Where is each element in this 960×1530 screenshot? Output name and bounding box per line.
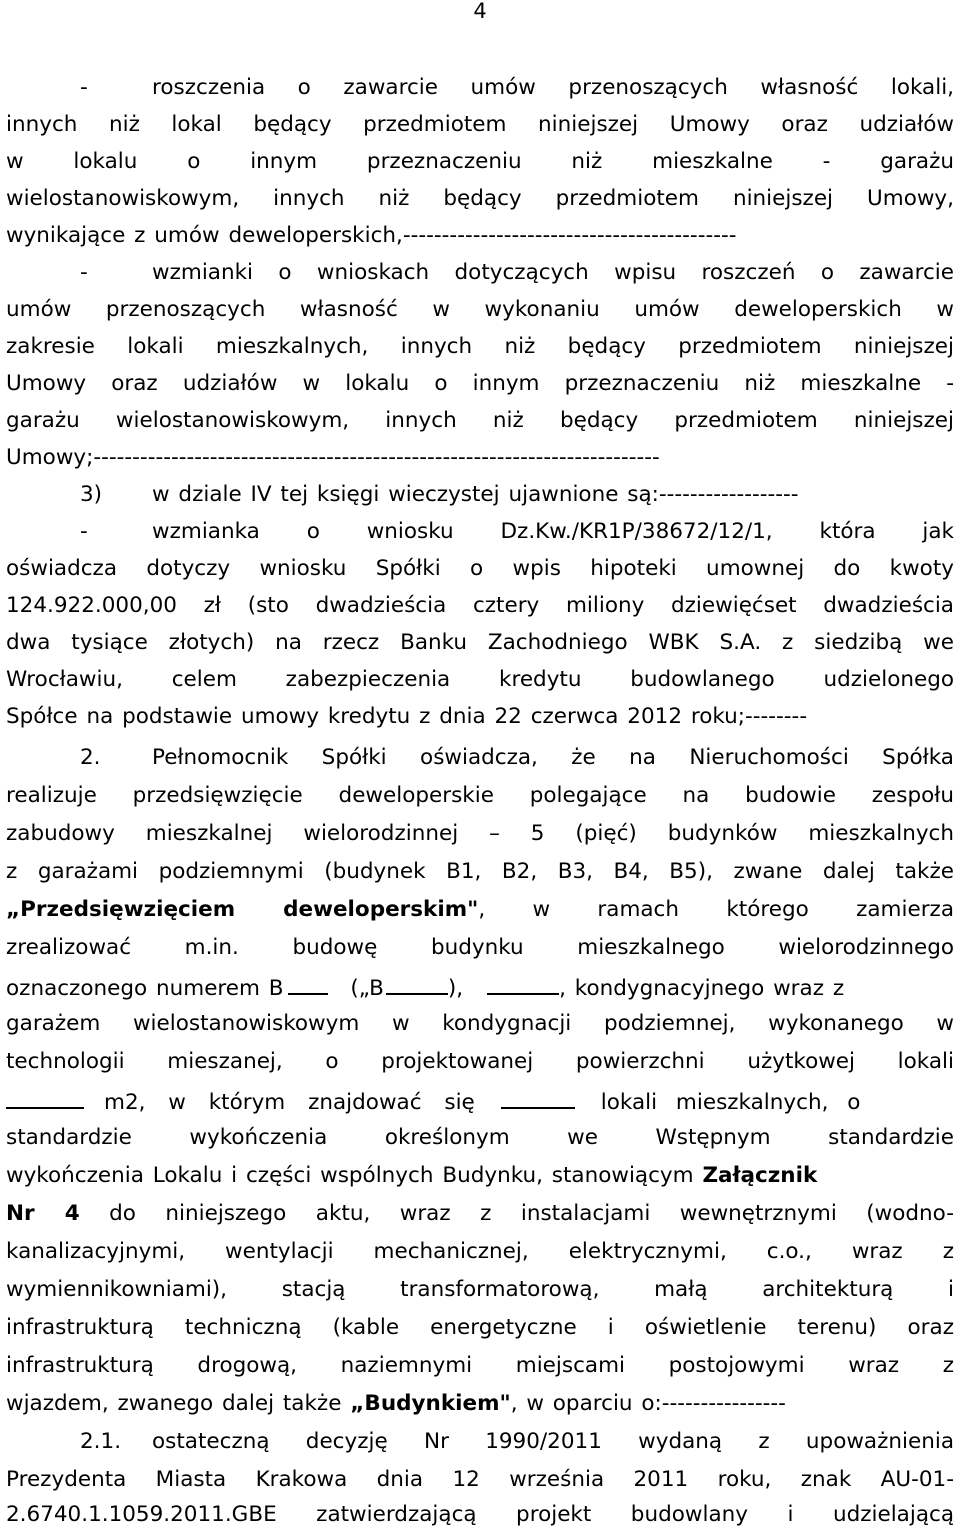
text-line: m2, w którym znajdować się lokali mieszkalnych, o [6, 1085, 954, 1115]
text-line: 2.1. ostateczną decyzję Nr 1990/2011 wydaną z upoważnienia [80, 1429, 954, 1454]
text-line: technologii mieszanej, o projektowanej powierzchni użytkowej lokali [6, 1049, 954, 1074]
text-line: zabudowy mieszkalnej wielorodzinnej – 5 (pięć) budynków mieszkalnych [6, 821, 954, 846]
text-line: 124.922.000,00 zł (sto dwadzieścia cztery miliony dziewięćset dwadzieścia [6, 593, 954, 618]
text-line: - wzmianka o wniosku Dz.Kw./KR1P/38672/12/1, która jak [80, 519, 954, 544]
page-number: 4 [473, 0, 487, 23]
text-line: wielostanowiskowym, innych niż będący przedmiotem niniejszej Umowy, [6, 186, 954, 211]
text-line: Spółce na podstawie umowy kredytu z dnia 22 czerwca 2012 roku;-------- [6, 704, 808, 729]
text-line: 3) w dziale IV tej księgi wieczystej ujawnione są:------------------ [80, 482, 799, 507]
text-line: realizuje przedsięwzięcie deweloperskie polegające na budowie zespołu [6, 783, 954, 808]
text-line: Wrocławiu, celem zabezpieczenia kredytu budowlanego udzielonego [6, 667, 954, 692]
text-line: garażu wielostanowiskowym, innych niż będący przedmiotem niniejszej [6, 408, 954, 433]
text-line: infrastrukturą techniczną (kable energetyczne i oświetlenie terenu) oraz [6, 1315, 954, 1340]
text-line: infrastrukturą drogową, naziemnymi miejscami postojowymi wraz z [6, 1353, 954, 1378]
text-line: zakresie lokali mieszkalnych, innych niż będący przedmiotem niniejszej [6, 334, 954, 359]
text-line: 2.6740.1.1059.2011.GBE zatwierdzającą projekt budowlany i udzielającą [6, 1502, 954, 1527]
text-line: - roszczenia o zawarcie umów przenoszących własność lokali, [80, 75, 954, 100]
text-line: Nr 4 do niniejszego aktu, wraz z instalacjami wewnętrznymi (wodno- [6, 1201, 954, 1226]
text-line: wykończenia Lokalu i części wspólnych Budynku, stanowiącym Załącznik [6, 1163, 818, 1188]
text-line: oświadcza dotyczy wniosku Spółki o wpis hipoteki umownej do kwoty [6, 556, 954, 581]
text-line: dwa tysiące złotych) na rzecz Banku Zachodniego WBK S.A. z siedzibą we [6, 630, 954, 655]
text-line: wymiennikowniami), stacją transformatorową, małą architekturą i [6, 1277, 954, 1302]
text-line: garażem wielostanowiskowym w kondygnacji podziemnej, wykonanego w [6, 1011, 954, 1036]
text-line: kanalizacyjnymi, wentylacji mechanicznej, elektrycznymi, c.o., wraz z [6, 1239, 954, 1264]
text-line: w lokalu o innym przeznaczeniu niż mieszkalne - garażu [6, 149, 954, 174]
text-line: standardzie wykończenia określonym we Wstępnym standardzie [6, 1125, 954, 1150]
text-line: „Przedsięwzięciem deweloperskim", w ramach którego zamierza [6, 897, 954, 922]
text-line: oznaczonego numerem B („B ), , kondygnacyjnego wraz z [6, 971, 954, 1001]
text-line: 2. Pełnomocnik Spółki oświadcza, że na Nieruchomości Spółka [80, 745, 954, 770]
text-line: wynikające z umów deweloperskich,------------------------------------------- [6, 223, 737, 248]
text-line: umów przenoszących własność w wykonaniu umów deweloperskich w [6, 297, 954, 322]
text-line: Umowy oraz udziałów w lokalu o innym przeznaczeniu niż mieszkalne - [6, 371, 954, 396]
text-line: Umowy;------------------------------------------------------------------------- [6, 445, 660, 470]
text-line: innych niż lokal będący przedmiotem niniejszej Umowy oraz udziałów [6, 112, 954, 137]
text-line: z garażami podziemnymi (budynek B1, B2, B3, B4, B5), zwane dalej także [6, 859, 954, 884]
text-line: Prezydenta Miasta Krakowa dnia 12 września 2011 roku, znak AU-01- [6, 1467, 954, 1492]
text-line: zrealizować m.in. budowę budynku mieszkalnego wielorodzinnego [6, 935, 954, 960]
text-line: wjazdem, zwanego dalej także „Budynkiem", w oparciu o:---------------- [6, 1391, 786, 1416]
text-line: - wzmianki o wnioskach dotyczących wpisu roszczeń o zawarcie [80, 260, 954, 285]
